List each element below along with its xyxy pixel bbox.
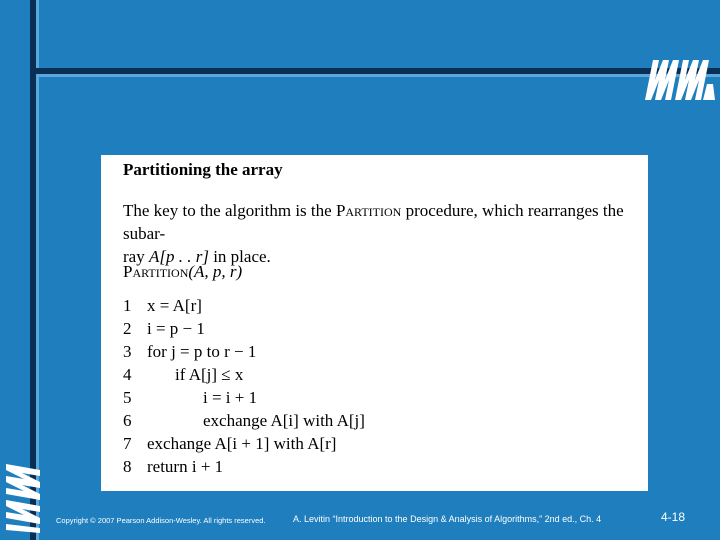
procedure-args: (A, p, r) [188,262,243,281]
line-number: 1 [123,296,132,315]
line-code: if A[j] ≤ x [175,365,244,384]
line-code: i = i + 1 [203,388,258,407]
line-number: 7 [123,434,132,453]
line-code: x = A[r] [147,296,202,315]
procedure-name: Partition [123,262,189,281]
para-line2-prefix: ray [123,247,149,266]
line-code: exchange A[i + 1] with A[r] [147,434,337,453]
line-code: exchange A[i] with A[j] [203,411,365,430]
left-vertical-bar [0,0,40,540]
line-code: return i + 1 [147,457,224,476]
line-number: 3 [123,342,132,361]
line-code: for j = p to r − 1 [147,342,257,361]
para-line2-expr: A[p . . r] [148,247,209,266]
copyright-text: Copyright © 2007 Pearson Addison-Wesley. All rights reserved. [56,516,266,525]
partition-figure [101,155,648,491]
para-prefix: The key to the algorithm is the [123,201,336,220]
line-number: 6 [123,411,132,430]
figure-title: Partitioning the array [123,160,283,179]
slide-number: 4-18 [661,510,686,524]
para-line2-suffix: in place. [208,247,271,266]
figure-description [123,199,643,268]
line-number: 8 [123,457,132,476]
para-proc-name: Partition [335,201,402,220]
mmm-logo-icon-rotated [0,462,44,534]
line-number: 2 [123,319,132,338]
para-mid: procedure, which rearranges the subar- [123,201,624,243]
line-number: 5 [123,388,132,407]
mmm-logo-icon [641,54,717,104]
procedure-header [123,262,242,282]
line-number: 4 [123,365,132,384]
top-horizontal-bar [30,68,720,77]
book-reference: A. Levitin “Introduction to the Design & Analysis of Algorithms,” 2nd ed., Ch. 4 [293,514,602,524]
line-code: i = p − 1 [147,319,205,338]
